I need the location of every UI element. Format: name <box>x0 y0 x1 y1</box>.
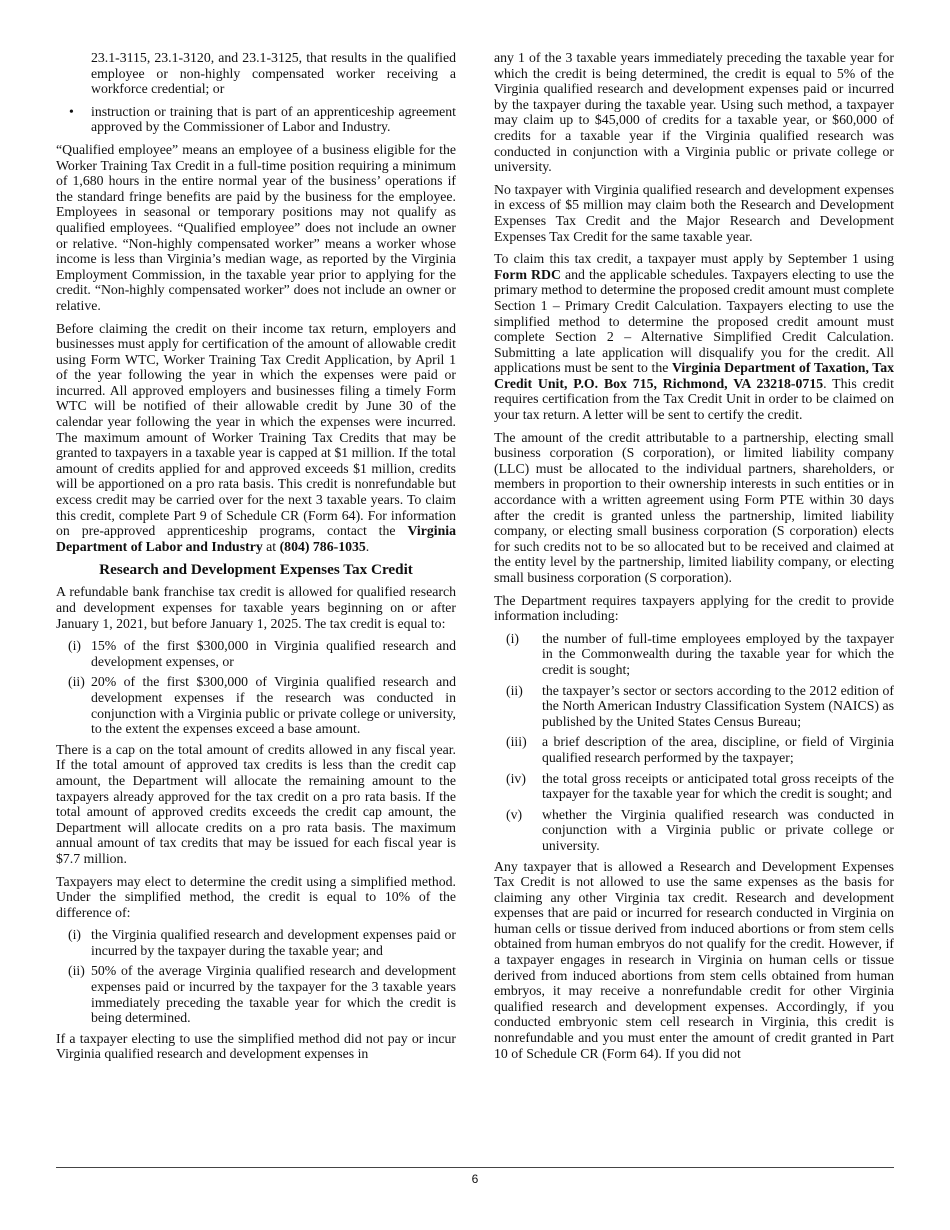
continued-paragraph: any 1 of the 3 taxable years immediately preceding the taxable year for which the credit is being determined, the credit is equal to 5% of the Virginia qualified research and development expenses paid or incurred by the taxpayer during the taxable year. Using such method, a taxpayer may claim up to $45,000 of credits for a taxable year, or $60,000 of credits for a taxable year if the Virginia qualified research was conducted in conjunction with a Virginia public or private college or university. <box>494 50 894 175</box>
list-item: (ii) 50% of the average Virginia qualified research and development expenses paid or incurred by the taxpayer for the 3 taxable years immediately preceding the taxable year for which the credit is being determined. <box>68 963 456 1026</box>
list-item: (iv) the total gross receipts or anticipated total gross receipts of the taxpayer for the taxable year for which the credit is sought; and <box>506 770 894 802</box>
footer-divider <box>56 1167 894 1168</box>
any-taxpayer-paragraph: Any taxpayer that is allowed a Research and Development Expenses Tax Credit is not allowed to use the same expenses as the basis for claiming any other Virginia tax credit. Research and development expenses that are paid or incurred for research conducted in Virginia on human cells or tissue derived from induced abortions or from stem cells obtained from human embryos do not qualify for the credit. However, if a taxpayer engages in research in Virginia on human cells or tissue derived from induced abortions from stem cells obtained from human embryos, it may receive a nonrefundable credit for other Virginia qualified research and development expenses. Accordingly, if you conducted embryonic stem cell research in Virginia, this credit is nonrefundable and you must enter the amount of credit granted in Part 10 of Schedule CR (Form 64). If you did not <box>494 858 894 1061</box>
bullet-icon: • <box>69 103 74 119</box>
certification-paragraph: Before claiming the credit on their income tax return, employers and businesses must apply for certification of the amount of allowable credit using Form WTC, Worker Training Tax Credit Application, by April 1 of the year following the year in which the expenses were paid or incurred. All approved employers and businesses filing a timely Form WTC will be notified of their allowable credit by June 30 of the calendar year following the year in which the expenses were incurred. The maximum amount of Worker Training Tax Credits that may be granted to taxpayers in a taxable year is capped at $1 million. If the total amount of credits applied for and approved exceeds $1 million, credits will be apportioned on a pro rata basis. This credit is nonrefundable but excess credit may be carried over for the next 3 taxable years. To claim this credit, complete Part 9 of Schedule CR (Form 64). For information on pre-approved apprenticeship programs, contact the Virginia Department of Labor and Industry at (804) 786-1035. <box>56 320 456 554</box>
left-column <box>56 50 456 1069</box>
tax-dept-address: Virginia Department of Taxation, Tax Credit Unit, P.O. Box 715, Richmond, VA 23218-0715 <box>494 360 894 391</box>
form-rdc: Form RDC <box>494 266 561 282</box>
list-item: (i) the Virginia qualified research and development expenses paid or incurred by the taxpayer during the taxable year; and <box>68 927 456 958</box>
list-item: (v) whether the Virginia qualified research was conducted in conjunction with a Virginia public or private college or university. <box>506 806 894 853</box>
list-item: (ii) 20% of the first $300,000 of Virginia qualified research and development expenses if the research was conducted in conjunction with a Virginia public or private college or university, to the extent the expenses exceed a base amount. <box>68 674 456 737</box>
refundable-paragraph: A refundable bank franchise tax credit is allowed for qualified research and development expenses for taxable years beginning on or after January 1, 2021, but before January 1, 2025. The tax credit is equal to: <box>56 584 456 631</box>
claim-paragraph: To claim this tax credit, a taxpayer must apply by September 1 using Form RDC and the applicable schedules. Taxpayers electing to use the primary method to determine the proposed credit amount must complete Section 1 – Primary Credit Calculation. Taxpayers electing to use the simplified method to determine the proposed credit amount must complete Section 2 – Alternative Simplified Credit Calculation. Submitting a late application will disqualify you for the credit. All applications must be sent to the Virginia Department of Taxation, Tax Credit Unit, P.O. Box 715, Richmond, VA 23218-0715. This credit requires certification from the Tax Credit Unit in order to be claimed on your tax return. A letter will be sent to certify the credit. <box>494 251 894 423</box>
dept-labor-phone: (804) 786-1035 <box>279 538 366 554</box>
page-number: 6 <box>471 1172 479 1186</box>
bullet-text: instruction or training that is part of an apprenticeship agreement approved by the Commissioner of Labor and Industry. <box>91 103 456 135</box>
list-item: (iii) a brief description of the area, discipline, or field of Virginia qualified research performed by the taxpayer; <box>506 734 894 765</box>
list-item: (i) 15% of the first $300,000 in Virginia qualified research and development expenses, or <box>68 638 456 669</box>
department-requires-paragraph: The Department requires taxpayers applying for the credit to provide information including: <box>494 592 894 624</box>
no-taxpayer-paragraph: No taxpayer with Virginia qualified research and development expenses in excess of $5 million may claim both the Research and Development Expenses Tax Credit and the Major Research and Development Expenses Tax Credit for the same taxable year. <box>494 181 894 244</box>
if-taxpayer-paragraph: If a taxpayer electing to use the simplified method did not pay or incur Virginia qualified research and development expenses in <box>56 1030 456 1062</box>
list-item: (ii) the taxpayer’s sector or sectors according to the 2012 edition of the North American Industry Classification System (NAICS) as published by the United States Census Bureau; <box>506 682 894 729</box>
continued-list-item: 23.1-3115, 23.1-3120, and 23.1-3125, that results in the qualified employee or non-highly compensated worker receiving a workforce credential; or <box>91 50 456 97</box>
bullet-item <box>56 104 456 135</box>
cap-paragraph: There is a cap on the total amount of credits allowed in any fiscal year. If the total amount of approved tax credits is less than the credit cap amount, the Department will allocate the remaining amount to the taxpayers already approved for the tax credit on a pro rata basis. If the total amount of approved credits exceeds the credit cap amount, the Department will allocate credits on a pro rata basis. The maximum annual amount of tax credits that may be issued for each fiscal year is $7.7 million. <box>56 741 456 866</box>
right-column <box>494 50 894 1068</box>
simplified-method-paragraph: Taxpayers may elect to determine the credit using a simplified method. Under the simplified method, the credit is equal to 10% of the difference of: <box>56 873 456 920</box>
allocation-paragraph: The amount of the credit attributable to a partnership, electing small business corporation (S corporation), or limited liability company (LLC) must be allocated to the individual partners, shareholders, or members in proportion to their ownership interests in such entities or in accordance with a written agreement using Form PTE within 30 days after the credit is granted unless the partnership, limited liability company, or electing small business corporation (S corporation) elects for such credits not to be so allocated but to be received and claimed at the entity level by the partnership, limited liability company, or electing small business corporation (S corporation). <box>494 429 894 585</box>
list-item: (i) the number of full-time employees employed by the taxpayer in the Commonwealth during the taxable year for which the credit is sought; <box>506 630 894 677</box>
dept-labor-name: Virginia Department of Labor and Industry <box>56 523 456 554</box>
section-heading: Research and Development Expenses Tax Credit <box>99 561 413 579</box>
qualified-employee-paragraph: “Qualified employee” means an employee of a business eligible for the Worker Training Tax Credit in a full-time position requiring a minimum of 1,680 hours in the entire normal year of the business’ operations if the standard fringe benefits are paid by the business for the employee. Employees in seasonal or temporary positions may not qualify as qualified employees. “Qualified employee” does not include an owner or relative. “Non-highly compensated worker” means a worker whose income is less than Virginia’s median wage, as reported by the Virginia Employment Commission, in the taxable year prior to applying for the credit. “Non-highly compensated worker” does not include an owner or relative. <box>56 141 456 313</box>
